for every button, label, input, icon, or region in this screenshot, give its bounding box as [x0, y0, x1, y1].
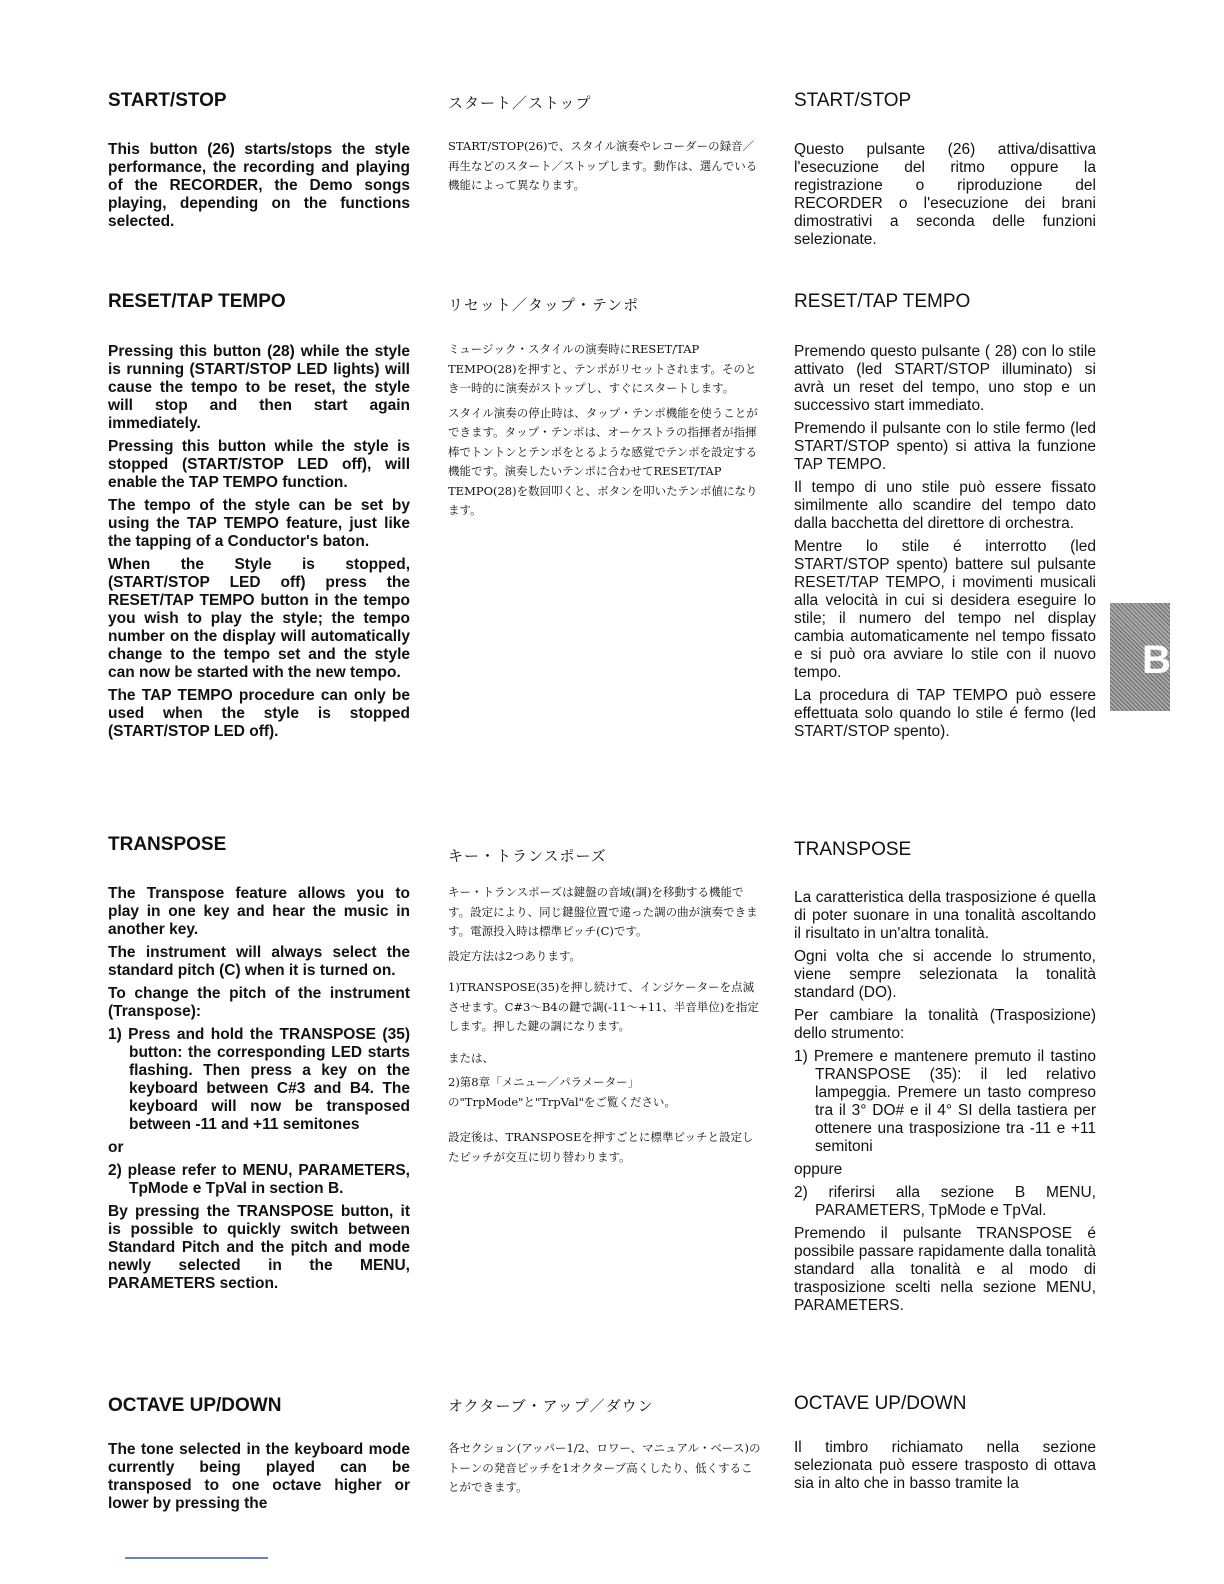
list-item: 1) Premere e mantenere premuto il tastino TRANSPOSE (35): il led relativo lampeggia. Premere un tasto compreso tra il 3° DO# e il 4° SI della tastiera per ottenere una trasposizione tra -11 e +11 semitoni [794, 1048, 1096, 1155]
paragraph: The tempo of the style can be set by using the TAP TEMPO feature, just like the tapping of a Conductor's baton. [108, 497, 410, 550]
paragraph: The instrument will always select the standard pitch (C) when it is turned on. [108, 944, 410, 979]
paragraph: Premendo questo pulsante ( 28) con lo stile attivato (led START/STOP illuminato) si avrà un reset del tempo, uno stop e un successivo start immediato. [794, 343, 1096, 414]
paragraph: Premendo il pulsante TRANSPOSE é possibile passare rapidamente dalla tonalità standard alla tonalità e al modo di trasposizione scelti nella sezione MENU, PARAMETERS. [794, 1225, 1096, 1314]
paragraph: スタイル演奏の停止時は、タップ・テンポ機能を使うことができます。タップ・テンポは、オーケストラの指揮者が指揮棒でトントンとテンポをとるような感覚でテンポを設定する機能です。演奏したいテンポに合わせてRESET/TAP TEMPO(28)を数回叩くと、ボタンを叩いたテンポ値になります。 [448, 405, 758, 517]
transpose-heading-en: TRANSPOSE [108, 834, 227, 855]
octave-heading-en: OCTAVE UP/DOWN [108, 1395, 282, 1416]
list-item: 1)TRANSPOSE(35)を押し続けて、インジケーターを点滅させます。C#3～B4の鍵で調(-11～+11、半音単位)を指定します。押した鍵の調になります。 [448, 980, 759, 1033]
paragraph: La caratteristica della trasposizione é quella di poter suonare in una tonalità ascoltando il risultato in un'altra tonalità. [794, 889, 1096, 942]
paragraph: Il timbro richiamato nella sezione selezionata può essere trasposto di ottava sia in alto che in basso tramite la [794, 1439, 1096, 1492]
transpose-heading-jp: キー・トランスポーズ [448, 848, 607, 865]
octave-heading-it: OCTAVE UP/DOWN [794, 1393, 967, 1414]
paragraph: ミュージック・スタイルの演奏時にRESET/TAP TEMPO(28)を押すと、テンポがリセットされます。そのとき一時的に演奏がストップし、すぐにスタートします。 [448, 342, 757, 395]
octave-heading-jp: オクターブ・アップ／ダウン [448, 1398, 654, 1415]
paragraph: When the Style is stopped, (START/STOP LED off) press the RESET/TAP TEMPO button in the tempo you wish to play the style; the tempo number on the display will automatically change to the tempo set and the style can now be started with the new tempo. [108, 556, 410, 681]
paragraph: START/STOP(26)で、スタイル演奏やレコーダーの録音／再生などのスタート／ストップします。動作は、選んでいる機能によって異なります。 [448, 139, 758, 192]
start-stop-heading-it: START/STOP [794, 90, 912, 111]
section-tab-letter: B [1142, 638, 1171, 682]
paragraph: The tone selected in the keyboard mode currently being played can be transposed to one octave higher or lower by pressing the [108, 1441, 410, 1512]
paragraph: Ogni volta che si accende lo strumento, viene sempre selezionata la tonalità standard (DO). [794, 948, 1096, 1001]
paragraph: or [108, 1139, 124, 1156]
start-stop-text-jp [448, 137, 763, 201]
paragraph: This button (26) starts/stops the style performance, the recording and playing of the RECORDER, the Demo songs playing, depending on the functions selected. [108, 141, 410, 230]
paragraph: Pressing this button while the style is stopped (START/STOP LED off), will enable the TAP TEMPO function. [108, 438, 410, 491]
paragraph: または、 [448, 1050, 494, 1065]
paragraph: Mentre lo stile é interrotto (led START/STOP spento) battere sul pulsante RESET/TAP TEMPO, i movimenti musicali alla velocità in cui si desidera eseguire lo stile; il numero del tempo nel display cambia automaticamente nel tempo fissato e si può ora avviare lo stile con il nuovo tempo. [794, 538, 1096, 681]
paragraph: oppure [794, 1161, 843, 1178]
paragraph: Il tempo di uno stile può essere fissato similmente allo scandire del tempo dato dalla bacchetta del direttore di orchestra. [794, 479, 1096, 532]
reset-tap-heading-jp: リセット／タップ・テンポ [448, 297, 640, 314]
paragraph: La procedura di TAP TEMPO può essere effettuata solo quando lo stile é fermo (led START/STOP spento). [794, 687, 1096, 740]
paragraph: 設定後は、TRANSPOSEを押すごとに標準ピッチと設定したピッチが交互に切り替わります。 [448, 1130, 754, 1164]
paragraph: Per cambiare la tonalità (Trasposizione) dello strumento: [794, 1007, 1096, 1042]
start-stop-text-en [108, 141, 410, 236]
transpose-text-it [794, 889, 1096, 1320]
paragraph: Pressing this button (28) while the style is running (START/STOP LED lights) will cause the tempo to be reset, the style will stop and then start again immediately. [108, 343, 410, 432]
reset-tap-text-jp [448, 340, 763, 526]
list-item: 2) riferirsi alla sezione B MENU, PARAMETERS, TpMode e TpVal. [794, 1184, 1096, 1219]
paragraph: 設定方法は2つあります。 [448, 948, 581, 963]
start-stop-heading-en: START/STOP [108, 90, 227, 111]
start-stop-text-it [794, 141, 1096, 254]
transpose-text-en [108, 885, 410, 1298]
list-item: 2)第8章「メニュー／パラメーター」の"TrpMode"と"TrpVal"をご覧ください。 [448, 1075, 676, 1109]
paragraph: Premendo il pulsante con lo stile fermo (led START/STOP spento) si attiva la funzione TAP TEMPO. [794, 420, 1096, 473]
octave-text-it [794, 1439, 1096, 1498]
footer-rule [125, 1557, 268, 1559]
paragraph: To change the pitch of the instrument (Transpose): [108, 985, 410, 1020]
octave-text-jp [448, 1439, 763, 1503]
start-stop-heading-jp: スタート／ストップ [448, 95, 592, 112]
paragraph: キー・トランスポーズは鍵盤の音域(調)を移動する機能です。設定により、同じ鍵盤位置で違った調の曲が演奏できます。電源投入時は標準ピッチ(C)です。 [448, 885, 758, 938]
reset-tap-text-it [794, 343, 1096, 746]
transpose-text-jp [448, 883, 763, 1172]
reset-tap-heading-en: RESET/TAP TEMPO [108, 291, 286, 312]
paragraph: 各セクション(アッパー1/2、ロワー、マニュアル・ベース)のトーンの発音ピッチを1オクターブ高くしたり、低くすることができます。 [448, 1441, 761, 1494]
paragraph: Questo pulsante (26) attiva/disattiva l'esecuzione del ritmo oppure la registrazione o riproduzione del RECORDER o l'esecuzione dei brani dimostrativi a seconda delle funzioni selezionate. [794, 141, 1096, 248]
paragraph: The TAP TEMPO procedure can only be used when the style is stopped (START/STOP LED off). [108, 687, 410, 740]
transpose-heading-it: TRANSPOSE [794, 839, 912, 860]
paragraph: The Transpose feature allows you to play in one key and hear the music in another key. [108, 885, 410, 938]
reset-tap-text-en [108, 343, 410, 746]
octave-text-en [108, 1441, 410, 1518]
paragraph: By pressing the TRANSPOSE button, it is possible to quickly switch between Standard Pitch and the pitch and mode newly selected in the MENU, PARAMETERS section. [108, 1203, 410, 1292]
list-item: 2) please refer to MENU, PARAMETERS, TpMode e TpVal in section B. [108, 1162, 410, 1197]
reset-tap-heading-it: RESET/TAP TEMPO [794, 291, 971, 312]
list-item: 1) Press and hold the TRANSPOSE (35) button: the corresponding LED starts flashing. Then press a key on the keyboard between C#3 and B4. The keyboard will now be transposed between -11 and +11 semitones [108, 1026, 410, 1133]
